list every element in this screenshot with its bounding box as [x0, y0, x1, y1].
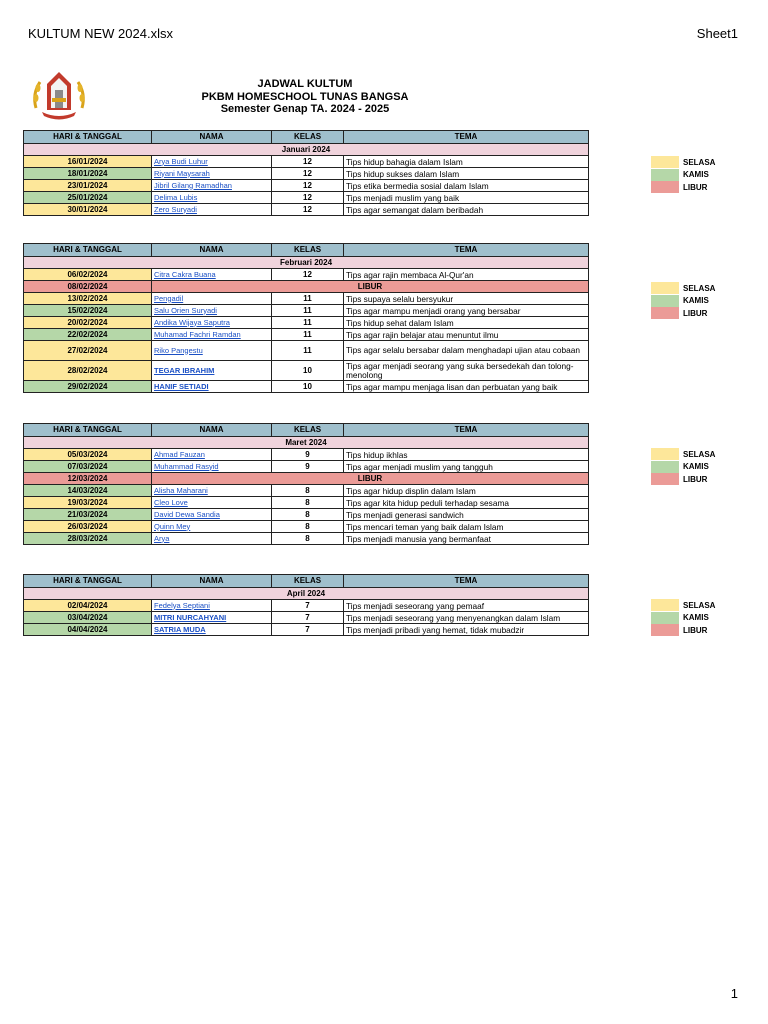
topic-cell: Tips agar mampu menjaga lisan dan perbuatan yang baik	[344, 381, 589, 393]
topic-cell: Tips agar kita hidup peduli terhadap sesama	[344, 497, 589, 509]
page-number: 1	[730, 986, 738, 1001]
sheet-name: Sheet1	[696, 26, 738, 41]
legend-label-libur: LIBUR	[683, 625, 708, 635]
table-row	[24, 612, 589, 624]
table-header-row	[24, 131, 589, 144]
legend-item-kamis	[651, 169, 731, 182]
topic-cell: Tips menjadi muslim yang baik	[344, 192, 589, 204]
name-link[interactable]: Muhamad Fachri Ramdan	[152, 329, 272, 341]
table-row	[24, 449, 589, 461]
column-header-name: NAMA	[152, 575, 272, 588]
table-row	[24, 156, 589, 168]
class-cell: 7	[272, 600, 344, 612]
name-link[interactable]: MITRI NURCAHYANI	[152, 612, 272, 624]
topic-cell: Tips menjadi generasi sandwich	[344, 509, 589, 521]
date-cell: 22/02/2024	[24, 329, 152, 341]
legend-item-kamis	[651, 612, 731, 625]
topic-cell: Tips mencari teman yang baik dalam Islam	[344, 521, 589, 533]
legend-label-libur: LIBUR	[683, 474, 708, 484]
school-logo	[30, 68, 88, 124]
date-cell: 13/02/2024	[24, 293, 152, 305]
column-header-class: KELAS	[272, 244, 344, 257]
table-row	[24, 281, 589, 293]
topic-cell: Tips hidup sehat dalam Islam	[344, 317, 589, 329]
name-link[interactable]: HANIF SETIADI	[152, 381, 272, 393]
topic-cell: Tips agar selalu bersabar dalam menghadapi ujian atau cobaan	[344, 341, 589, 361]
class-cell: 12	[272, 269, 344, 281]
title-line-3: Semester Genap TA. 2024 - 2025	[220, 103, 390, 115]
class-cell: 8	[272, 509, 344, 521]
name-link[interactable]: David Dewa Sandia	[152, 509, 272, 521]
name-link[interactable]: Alisha Maharani	[152, 485, 272, 497]
column-header-name: NAMA	[152, 424, 272, 437]
date-cell: 04/04/2024	[24, 624, 152, 636]
legend-swatch-libur	[651, 473, 679, 485]
legend-swatch-selasa	[651, 448, 679, 460]
legend-swatch-selasa	[651, 599, 679, 611]
class-cell: 11	[272, 305, 344, 317]
name-link[interactable]: Quinn Mey	[152, 521, 272, 533]
class-cell: 12	[272, 168, 344, 180]
table-row	[24, 473, 589, 485]
topic-cell: Tips hidup ikhlas	[344, 449, 589, 461]
date-cell: 28/03/2024	[24, 533, 152, 545]
class-cell: 7	[272, 612, 344, 624]
legend-swatch-kamis	[651, 169, 679, 181]
topic-cell: Tips agar rajin membaca Al-Qur'an	[344, 269, 589, 281]
name-link[interactable]: Citra Cakra Buana	[152, 269, 272, 281]
name-link[interactable]: Cleo Love	[152, 497, 272, 509]
legend-label-selasa: SELASA	[683, 157, 716, 167]
table-row	[24, 269, 589, 281]
table-row	[24, 381, 589, 393]
schedule-table-4	[23, 574, 589, 636]
month-row	[24, 588, 589, 600]
topic-cell: Tips agar menjadi muslim yang tangguh	[344, 461, 589, 473]
legend-item-selasa	[651, 156, 731, 169]
legend-item-libur	[651, 473, 731, 486]
name-link[interactable]: Riyani Maysarah	[152, 168, 272, 180]
class-cell: 8	[272, 485, 344, 497]
legend-label-kamis: KAMIS	[683, 613, 709, 623]
table-row	[24, 461, 589, 473]
date-cell: 20/02/2024	[24, 317, 152, 329]
name-link[interactable]: TEGAR IBRAHIM	[152, 361, 272, 381]
legend-label-kamis: KAMIS	[683, 462, 709, 472]
color-legend-3	[651, 448, 731, 486]
legend-swatch-kamis	[651, 461, 679, 473]
table-row	[24, 341, 589, 361]
month-row	[24, 437, 589, 449]
file-name: KULTUM NEW 2024.xlsx	[28, 26, 173, 41]
legend-item-selasa	[651, 282, 731, 295]
column-header-name: NAMA	[152, 131, 272, 144]
date-cell: 28/02/2024	[24, 361, 152, 381]
column-header-date: HARI & TANGGAL	[24, 575, 152, 588]
column-header-topic: TEMA	[344, 424, 589, 437]
topic-cell: Tips agar rajin belajar atau menuntut ilmu	[344, 329, 589, 341]
legend-item-libur	[651, 307, 731, 320]
date-cell: 08/02/2024	[24, 281, 152, 293]
column-header-class: KELAS	[272, 424, 344, 437]
name-link[interactable]: Delima Lubis	[152, 192, 272, 204]
topic-cell: Tips menjadi seseorang yang menyenangkan dalam Islam	[344, 612, 589, 624]
column-header-name: NAMA	[152, 244, 272, 257]
date-cell: 19/03/2024	[24, 497, 152, 509]
legend-label-libur: LIBUR	[683, 182, 708, 192]
class-cell: 8	[272, 533, 344, 545]
legend-swatch-libur	[651, 624, 679, 636]
name-link[interactable]: Ahmad Fauzan	[152, 449, 272, 461]
legend-swatch-kamis	[651, 612, 679, 624]
legend-label-selasa: SELASA	[683, 600, 716, 610]
class-cell: 11	[272, 317, 344, 329]
month-label: Maret 2024	[24, 437, 589, 449]
date-cell: 12/03/2024	[24, 473, 152, 485]
legend-item-kamis	[651, 461, 731, 474]
color-legend-1	[651, 156, 731, 194]
legend-label-selasa: SELASA	[683, 449, 716, 459]
date-cell: 07/03/2024	[24, 461, 152, 473]
class-cell: 9	[272, 461, 344, 473]
table-row	[24, 624, 589, 636]
name-link[interactable]: Fedelya Septiani	[152, 600, 272, 612]
schedule-table-2	[23, 243, 589, 393]
column-header-date: HARI & TANGGAL	[24, 244, 152, 257]
table-row	[24, 509, 589, 521]
date-cell: 16/01/2024	[24, 156, 152, 168]
topic-cell: Tips hidup bahagia dalam Islam	[344, 156, 589, 168]
date-cell: 21/03/2024	[24, 509, 152, 521]
topic-cell: Tips agar menjadi seorang yang suka bersedekah dan tolong-menolong	[344, 361, 589, 381]
column-header-class: KELAS	[272, 575, 344, 588]
legend-item-selasa	[651, 448, 731, 461]
class-cell: 8	[272, 497, 344, 509]
table-row	[24, 521, 589, 533]
class-cell: 9	[272, 449, 344, 461]
topic-cell: Tips agar hidup displin dalam Islam	[344, 485, 589, 497]
legend-label-kamis: KAMIS	[683, 170, 709, 180]
table-row	[24, 192, 589, 204]
legend-swatch-selasa	[651, 282, 679, 294]
legend-label-libur: LIBUR	[683, 308, 708, 318]
title-line-2: PKBM HOMESCHOOL TUNAS BANGSA	[201, 90, 409, 103]
column-header-date: HARI & TANGGAL	[24, 424, 152, 437]
class-cell: 12	[272, 156, 344, 168]
legend-swatch-libur	[651, 307, 679, 319]
name-link[interactable]: Arya Budi Luhur	[152, 156, 272, 168]
table-row	[24, 305, 589, 317]
date-cell: 26/03/2024	[24, 521, 152, 533]
topic-cell: Tips menjadi pribadi yang hemat, tidak mubadzir	[344, 624, 589, 636]
legend-swatch-selasa	[651, 156, 679, 168]
legend-item-selasa	[651, 599, 731, 612]
name-link[interactable]: Zero Suryadi	[152, 204, 272, 216]
column-header-topic: TEMA	[344, 131, 589, 144]
holiday-label: LIBUR	[152, 473, 589, 485]
table-row	[24, 180, 589, 192]
table-row	[24, 485, 589, 497]
color-legend-2	[651, 282, 731, 320]
name-link[interactable]: Arya	[152, 533, 272, 545]
column-header-date: HARI & TANGGAL	[24, 131, 152, 144]
table-row	[24, 293, 589, 305]
legend-item-libur	[651, 181, 731, 194]
name-link[interactable]: Pengadil	[152, 293, 272, 305]
table-row	[24, 600, 589, 612]
table-row	[24, 329, 589, 341]
column-header-topic: TEMA	[344, 575, 589, 588]
class-cell: 11	[272, 329, 344, 341]
class-cell: 10	[272, 381, 344, 393]
month-row	[24, 144, 589, 156]
month-label: April 2024	[24, 588, 589, 600]
legend-item-libur	[651, 624, 731, 637]
table-header-row	[24, 424, 589, 437]
topic-cell: Tips hidup sukses dalam Islam	[344, 168, 589, 180]
table-header-row	[24, 244, 589, 257]
topic-cell: Tips menjadi seseorang yang pemaaf	[344, 600, 589, 612]
topic-cell: Tips supaya selalu bersyukur	[344, 293, 589, 305]
legend-label-kamis: KAMIS	[683, 296, 709, 306]
month-label: Februari 2024	[24, 257, 589, 269]
table-row	[24, 317, 589, 329]
topic-cell: Tips menjadi manusia yang bermanfaat	[344, 533, 589, 545]
class-cell: 11	[272, 341, 344, 361]
date-cell: 03/04/2024	[24, 612, 152, 624]
title-line-1: JADWAL KULTUM	[257, 78, 353, 90]
date-cell: 18/01/2024	[24, 168, 152, 180]
class-cell: 11	[272, 293, 344, 305]
column-header-class: KELAS	[272, 131, 344, 144]
name-link[interactable]: Jibril Gilang Ramadhan	[152, 180, 272, 192]
date-cell: 05/03/2024	[24, 449, 152, 461]
table-row	[24, 497, 589, 509]
table-row	[24, 361, 589, 381]
table-row	[24, 204, 589, 216]
name-link[interactable]: Salu Orien Suryadi	[152, 305, 272, 317]
date-cell: 30/01/2024	[24, 204, 152, 216]
table-header-row	[24, 575, 589, 588]
name-link[interactable]: SATRIA MUDA	[152, 624, 272, 636]
date-cell: 23/01/2024	[24, 180, 152, 192]
month-label: Januari 2024	[24, 144, 589, 156]
legend-label-selasa: SELASA	[683, 283, 716, 293]
date-cell: 27/02/2024	[24, 341, 152, 361]
legend-swatch-libur	[651, 181, 679, 193]
topic-cell: Tips agar mampu menjadi orang yang bersabar	[344, 305, 589, 317]
table-row	[24, 533, 589, 545]
legend-item-kamis	[651, 295, 731, 308]
name-link[interactable]: Muhammad Rasyid	[152, 461, 272, 473]
color-legend-4	[651, 599, 731, 637]
month-row	[24, 257, 589, 269]
table-row	[24, 168, 589, 180]
class-cell: 7	[272, 624, 344, 636]
class-cell: 12	[272, 204, 344, 216]
date-cell: 14/03/2024	[24, 485, 152, 497]
schedule-table-3	[23, 423, 589, 545]
schedule-table-1	[23, 130, 589, 216]
date-cell: 15/02/2024	[24, 305, 152, 317]
date-cell: 29/02/2024	[24, 381, 152, 393]
topic-cell: Tips agar semangat dalam beribadah	[344, 204, 589, 216]
topic-cell: Tips etika bermedia sosial dalam Islam	[344, 180, 589, 192]
date-cell: 25/01/2024	[24, 192, 152, 204]
legend-swatch-kamis	[651, 295, 679, 307]
date-cell: 02/04/2024	[24, 600, 152, 612]
name-link[interactable]: Riko Pangestu	[152, 341, 272, 361]
date-cell: 06/02/2024	[24, 269, 152, 281]
class-cell: 10	[272, 361, 344, 381]
column-header-topic: TEMA	[344, 244, 589, 257]
name-link[interactable]: Andika Wijaya Saputra	[152, 317, 272, 329]
class-cell: 8	[272, 521, 344, 533]
document-title	[150, 78, 460, 116]
holiday-label: LIBUR	[152, 281, 589, 293]
class-cell: 12	[272, 180, 344, 192]
class-cell: 12	[272, 192, 344, 204]
